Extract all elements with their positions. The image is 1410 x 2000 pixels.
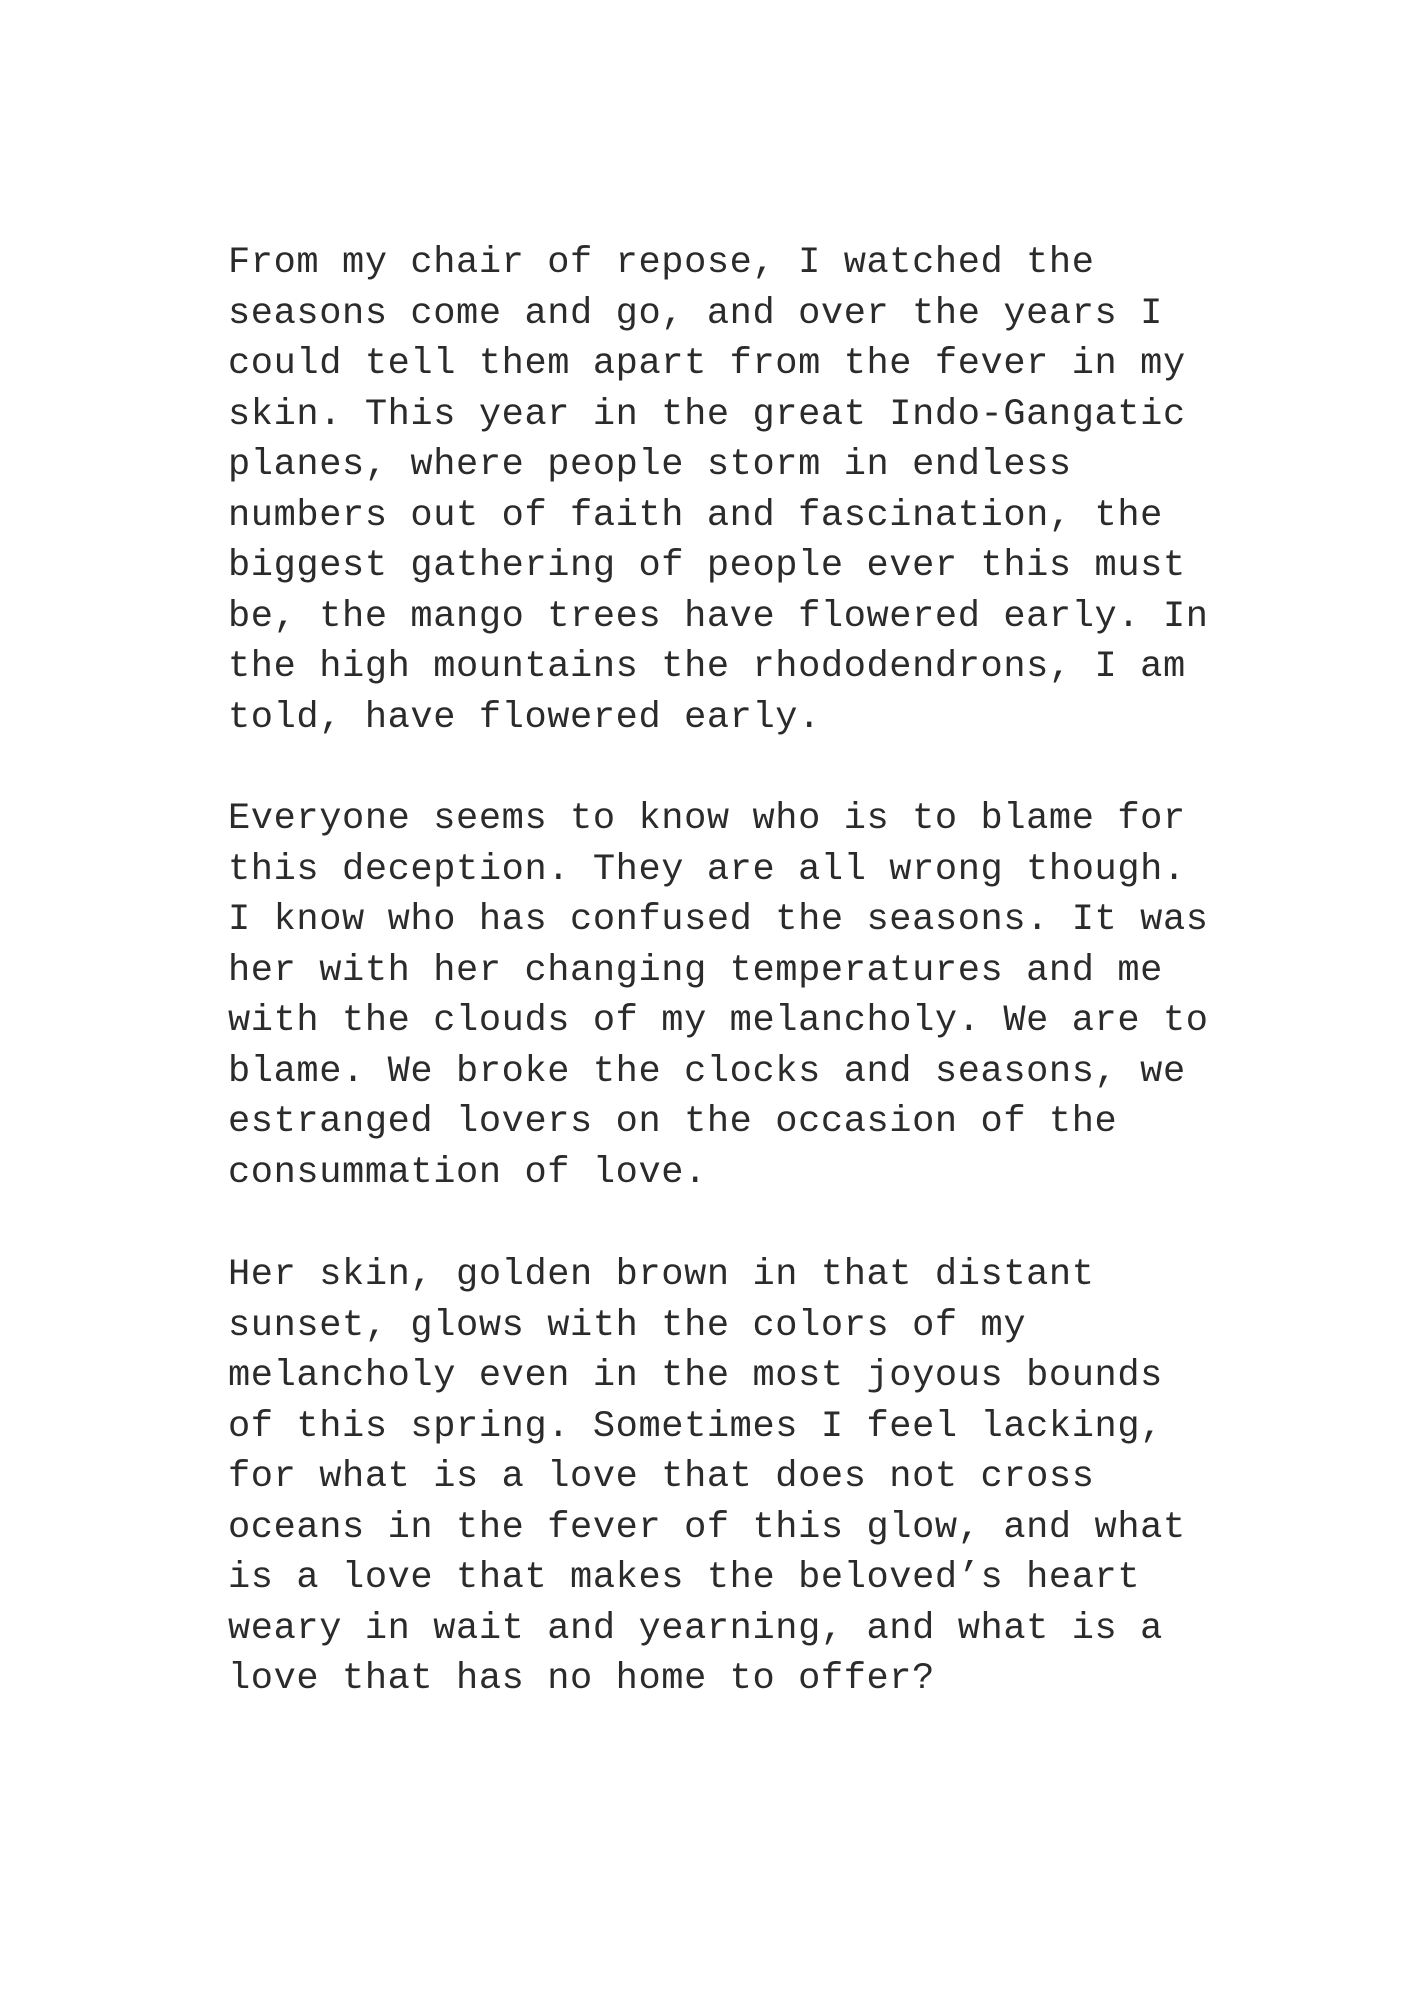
text-line: Everyone seems to know who is to blame for — [228, 798, 1186, 840]
text-line: From my chair of repose, I watched the — [228, 242, 1095, 284]
paragraph-1 — [228, 238, 1228, 743]
text-line: of this spring. Sometimes I feel lacking, — [228, 1405, 1163, 1448]
text-line: planes, where people storm in endless — [228, 444, 1072, 486]
text-line: told, have flowered early. — [228, 696, 821, 739]
text-line: estranged lovers on the occasion of the — [228, 1101, 1118, 1143]
text-line: skin. This year in the great Indo-Gangatic — [228, 393, 1186, 436]
text-line: weary in wait and yearning, and what is a — [228, 1607, 1163, 1650]
text-line: blame. We broke the clocks and seasons, we — [228, 1050, 1186, 1093]
text-line: consummation of love. — [228, 1151, 707, 1194]
text-line: with the clouds of my melancholy. We are to — [228, 1000, 1209, 1042]
text-line: numbers out of faith and fascination, the — [228, 494, 1163, 537]
paragraph-3 — [228, 1250, 1228, 1705]
text-line: biggest gathering of people ever this must — [228, 545, 1186, 587]
text-line: I know who has confused the seasons. It was — [228, 899, 1209, 941]
text-line: Her skin, golden brown in that distant — [228, 1254, 1095, 1296]
text-line: love that has no home to offer? — [228, 1658, 935, 1700]
text-line: oceans in the fever of this glow, and what — [228, 1506, 1186, 1549]
text-line: seasons come and go, and over the years I — [228, 292, 1163, 335]
text-line: melancholy even in the most joyous bounds — [228, 1355, 1163, 1397]
text-line: this deception. They are all wrong though. — [228, 848, 1186, 891]
text-line: her with her changing temperatures and me — [228, 949, 1163, 992]
paragraph-2 — [228, 794, 1228, 1198]
text-line: could tell them apart from the fever in my — [228, 343, 1186, 385]
text-line: for what is a love that does not cross — [228, 1456, 1095, 1498]
text-line: the high mountains the rhododendrons, I am — [228, 646, 1186, 688]
text-line: be, the mango trees have flowered early. In — [228, 595, 1209, 638]
text-line: is a love that makes the beloved’s heart — [228, 1557, 1141, 1599]
text-line: sunset, glows with the colors of my — [228, 1304, 1027, 1347]
